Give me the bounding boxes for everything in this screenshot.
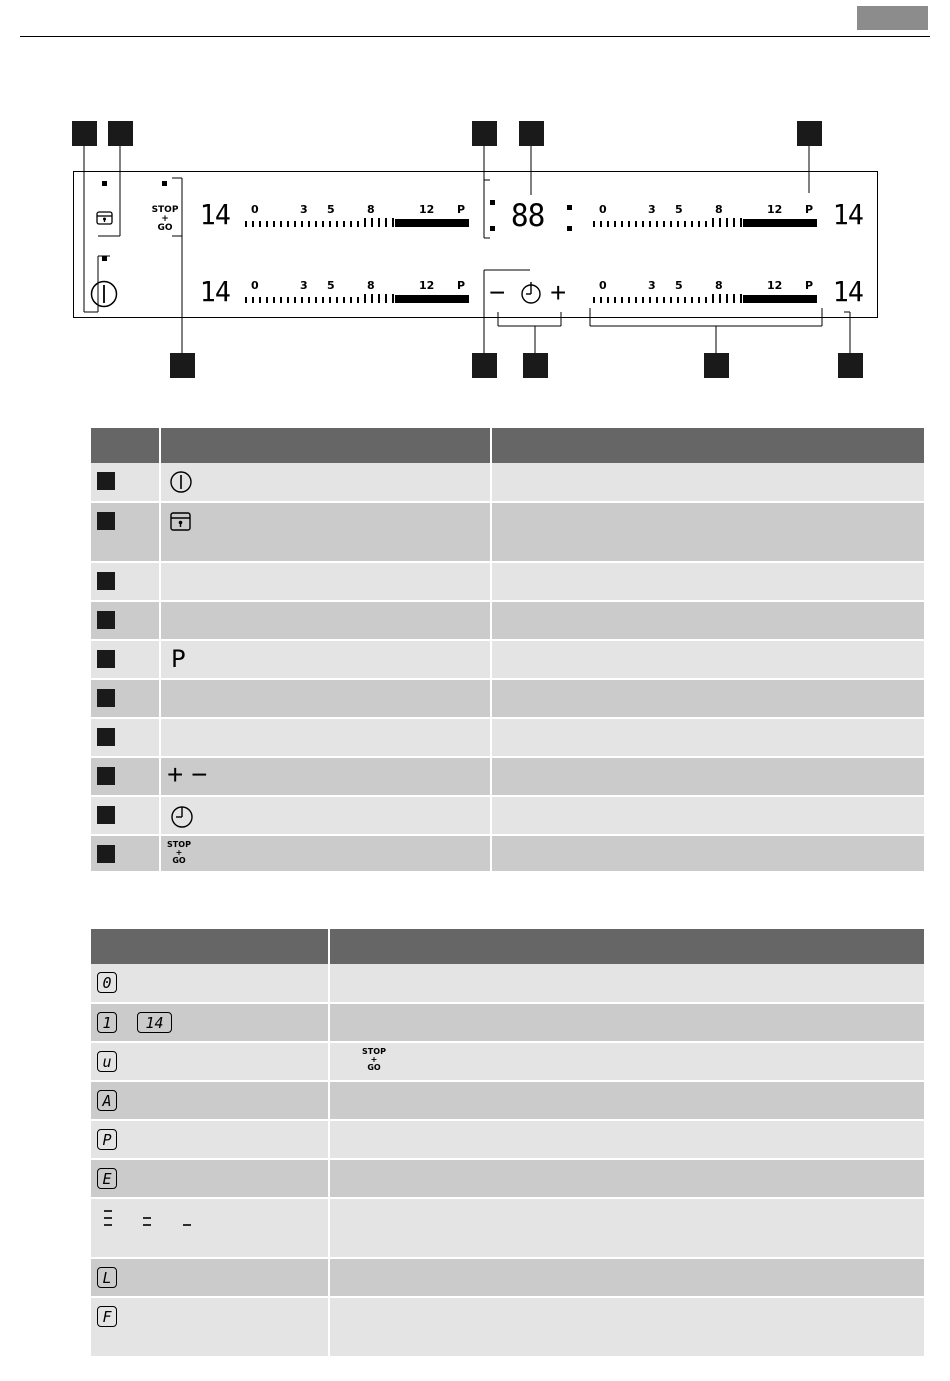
- table-row: [91, 1258, 925, 1297]
- slider-tick: [301, 297, 303, 303]
- go-label: GO: [367, 1063, 381, 1072]
- header-cell: [91, 428, 160, 463]
- slider-tick: [245, 297, 247, 303]
- row-number: [97, 650, 115, 668]
- table-row: [91, 1159, 925, 1198]
- power-slider-front-left[interactable]: [243, 203, 469, 227]
- display-symbol: L: [97, 1267, 117, 1288]
- slider-tick: [698, 221, 700, 227]
- slider-tick: [371, 294, 373, 303]
- lock-led: [102, 181, 107, 186]
- slider-label: P: [805, 203, 814, 216]
- slider-tick: [378, 218, 380, 227]
- slider-label: 8: [715, 203, 723, 216]
- slider-tick: [719, 218, 721, 227]
- table-row: [91, 964, 925, 1003]
- description: [491, 835, 925, 872]
- slider-tick: [315, 221, 317, 227]
- description: [329, 964, 925, 1003]
- slider-tick: [364, 218, 366, 227]
- row-number: [97, 472, 115, 490]
- row-number: [97, 512, 115, 530]
- slider-tick: [336, 221, 338, 227]
- slider-max-bar: [743, 295, 817, 303]
- slider-tick: [628, 221, 630, 227]
- slider-tick: [705, 221, 707, 227]
- slider-label: 5: [327, 279, 335, 292]
- lock-icon: [169, 510, 193, 534]
- plus-button[interactable]: +: [550, 277, 567, 308]
- slider-tick: [371, 218, 373, 227]
- residual-heat-icon: [101, 1207, 201, 1231]
- slider-tick: [649, 221, 651, 227]
- zone-display-rear-left: 14: [199, 275, 230, 308]
- slider-tick: [649, 297, 651, 303]
- plus-label: +: [175, 848, 183, 857]
- description: [329, 1297, 925, 1357]
- power-slider-rear-right[interactable]: [591, 279, 817, 303]
- stop-go-icon: [165, 841, 193, 865]
- plus-label: +: [370, 1055, 378, 1064]
- stopgo-led: [162, 181, 167, 186]
- slider-tick: [635, 221, 637, 227]
- power-led: [102, 256, 107, 261]
- symbol-cell: [160, 601, 491, 640]
- slider-label: 0: [251, 279, 259, 292]
- slider-tick: [663, 297, 665, 303]
- plus-label: +: [161, 214, 169, 224]
- power-boost-icon: P: [171, 645, 186, 673]
- slider-label: 12: [419, 203, 435, 216]
- slider-tick: [607, 221, 609, 227]
- timer-dot: [490, 200, 495, 205]
- slider-max-bar: [743, 219, 817, 227]
- slider-tick: [266, 297, 268, 303]
- description: [491, 796, 925, 835]
- display-symbol: 0: [97, 972, 117, 993]
- slider-tick: [628, 297, 630, 303]
- display-symbol: A: [97, 1090, 117, 1111]
- power-slider-front-right[interactable]: [591, 203, 817, 227]
- table-row: [91, 601, 925, 640]
- row-number: [97, 845, 115, 863]
- display-table: [91, 929, 926, 1358]
- slider-label: P: [805, 279, 814, 292]
- table-row: [91, 1003, 925, 1042]
- header-cell: [491, 428, 925, 463]
- description: [329, 1081, 925, 1120]
- slider-label: 12: [767, 203, 783, 216]
- slider-tick: [259, 297, 261, 303]
- slider-tick: [252, 221, 254, 227]
- slider-tick: [600, 297, 602, 303]
- row-number: [97, 728, 115, 746]
- slider-tick: [684, 297, 686, 303]
- slider-label: 8: [367, 279, 375, 292]
- slider-tick: [733, 294, 735, 303]
- stop-go-button[interactable]: [151, 206, 179, 233]
- slider-tick: [392, 294, 394, 303]
- timer-dot: [567, 226, 572, 231]
- slider-label: 8: [367, 203, 375, 216]
- slider-label: 0: [599, 279, 607, 292]
- slider-label: 5: [675, 279, 683, 292]
- lock-icon[interactable]: [96, 208, 114, 226]
- display-symbol: E: [97, 1168, 117, 1189]
- slider-tick: [294, 221, 296, 227]
- slider-tick: [712, 294, 714, 303]
- description: [491, 562, 925, 601]
- table-header: [91, 428, 925, 463]
- slider-tick: [245, 221, 247, 227]
- slider-label: P: [457, 203, 466, 216]
- slider-label: 3: [300, 203, 308, 216]
- slider-max-bar: [395, 219, 469, 227]
- slider-tick: [364, 294, 366, 303]
- timer-icon[interactable]: [519, 281, 543, 305]
- table-row: [91, 835, 925, 872]
- stop-label: STOP: [362, 1047, 386, 1056]
- slider-tick: [614, 297, 616, 303]
- slider-tick: [670, 297, 672, 303]
- slider-tick: [670, 221, 672, 227]
- table-row: [91, 502, 925, 562]
- description: [329, 1159, 925, 1198]
- slider-tick: [315, 297, 317, 303]
- plus-minus-icon: + −: [167, 759, 208, 790]
- slider-tick: [357, 297, 359, 303]
- table-row: [91, 718, 925, 757]
- zone-display-front-right: 14: [832, 198, 863, 231]
- slider-tick: [273, 297, 275, 303]
- description: [329, 1258, 925, 1297]
- slider-tick: [329, 297, 331, 303]
- slider-tick: [336, 297, 338, 303]
- slider-tick: [635, 297, 637, 303]
- slider-label: 8: [715, 279, 723, 292]
- slider-label: 0: [599, 203, 607, 216]
- slider-label: 5: [327, 203, 335, 216]
- slider-tick: [593, 297, 595, 303]
- slider-label: 3: [648, 203, 656, 216]
- slider-tick: [259, 221, 261, 227]
- on-off-icon[interactable]: [89, 279, 119, 309]
- slider-tick: [656, 297, 658, 303]
- slider-tick: [392, 218, 394, 227]
- description: [491, 601, 925, 640]
- header-cell: [91, 929, 329, 964]
- row-number: [97, 806, 115, 824]
- slider-tick: [343, 221, 345, 227]
- description: [329, 1120, 925, 1159]
- slider-tick: [726, 218, 728, 227]
- symbol-cell: [160, 718, 491, 757]
- slider-tick: [677, 297, 679, 303]
- slider-tick: [719, 294, 721, 303]
- display-symbol: 14: [137, 1012, 172, 1033]
- slider-tick: [677, 221, 679, 227]
- slider-tick: [252, 297, 254, 303]
- display-symbol: P: [97, 1129, 117, 1150]
- slider-tick: [378, 294, 380, 303]
- description: [491, 502, 925, 562]
- slider-tick: [280, 221, 282, 227]
- header-cell: [329, 929, 925, 964]
- stop-label: STOP: [151, 205, 179, 215]
- slider-tick: [621, 221, 623, 227]
- description: [491, 463, 925, 502]
- slider-tick: [642, 297, 644, 303]
- slider-tick: [607, 297, 609, 303]
- display-symbol: F: [97, 1306, 117, 1327]
- slider-tick: [656, 221, 658, 227]
- description: [329, 1003, 925, 1042]
- slider-tick: [343, 297, 345, 303]
- slider-tick: [621, 297, 623, 303]
- slider-tick: [663, 221, 665, 227]
- slider-tick: [329, 221, 331, 227]
- slider-tick: [691, 297, 693, 303]
- symbol-cell: [160, 562, 491, 601]
- table-row: [91, 1297, 925, 1357]
- table-header: [91, 929, 925, 964]
- slider-tick: [308, 297, 310, 303]
- stop-go-icon: [360, 1048, 388, 1072]
- power-slider-rear-left[interactable]: [243, 279, 469, 303]
- slider-tick: [266, 221, 268, 227]
- slider-label: 3: [300, 279, 308, 292]
- stop-label: STOP: [167, 840, 191, 849]
- description: [329, 1198, 925, 1258]
- slider-tick: [357, 221, 359, 227]
- slider-max-bar: [395, 295, 469, 303]
- table-row: [91, 1081, 925, 1120]
- slider-tick: [301, 221, 303, 227]
- slider-tick: [733, 218, 735, 227]
- on-off-icon: [169, 470, 193, 494]
- slider-tick: [322, 221, 324, 227]
- symbol-cell: [160, 679, 491, 718]
- minus-button[interactable]: −: [489, 277, 506, 308]
- slider-label: 3: [648, 279, 656, 292]
- slider-label: 12: [767, 279, 783, 292]
- slider-tick: [385, 218, 387, 227]
- table-row: [91, 463, 925, 502]
- table-row: [91, 757, 925, 796]
- row-number: [97, 611, 115, 629]
- slider-tick: [705, 297, 707, 303]
- slider-tick: [308, 221, 310, 227]
- table-row: [91, 679, 925, 718]
- table-row: [91, 796, 925, 835]
- slider-tick: [642, 221, 644, 227]
- slider-tick: [691, 221, 693, 227]
- go-label: GO: [157, 223, 173, 233]
- slider-tick: [684, 221, 686, 227]
- table-row: [91, 1042, 925, 1081]
- slider-label: 12: [419, 279, 435, 292]
- slider-tick: [712, 218, 714, 227]
- table-row: [91, 562, 925, 601]
- description: [491, 757, 925, 796]
- slider-tick: [287, 221, 289, 227]
- table-row: [91, 640, 925, 679]
- row-number: [97, 689, 115, 707]
- description: [491, 640, 925, 679]
- table-row: [91, 1198, 925, 1258]
- table-row: [91, 1120, 925, 1159]
- slider-tick: [600, 221, 602, 227]
- timer-dot: [490, 226, 495, 231]
- header-cell: [160, 428, 491, 463]
- slider-tick: [273, 221, 275, 227]
- slider-tick: [280, 297, 282, 303]
- slider-tick: [698, 297, 700, 303]
- slider-tick: [726, 294, 728, 303]
- go-label: GO: [172, 856, 186, 865]
- slider-tick: [287, 297, 289, 303]
- slider-tick: [385, 294, 387, 303]
- description: [491, 679, 925, 718]
- controls-table: [91, 428, 926, 873]
- row-number: [97, 767, 115, 785]
- slider-tick: [350, 221, 352, 227]
- timer-display: 88: [510, 198, 545, 234]
- slider-label: 5: [675, 203, 683, 216]
- slider-tick: [593, 221, 595, 227]
- display-symbol: u: [97, 1051, 117, 1072]
- timer-dot: [567, 205, 572, 210]
- slider-tick: [614, 221, 616, 227]
- slider-label: P: [457, 279, 466, 292]
- description: [491, 718, 925, 757]
- row-number: [97, 572, 115, 590]
- slider-tick: [294, 297, 296, 303]
- slider-tick: [322, 297, 324, 303]
- zone-display-front-left: 14: [199, 198, 230, 231]
- display-symbol: 1: [97, 1012, 117, 1033]
- timer-icon: [169, 803, 195, 829]
- slider-label: 0: [251, 203, 259, 216]
- slider-tick: [740, 218, 742, 227]
- slider-tick: [740, 294, 742, 303]
- slider-tick: [350, 297, 352, 303]
- zone-display-rear-right: 14: [832, 275, 863, 308]
